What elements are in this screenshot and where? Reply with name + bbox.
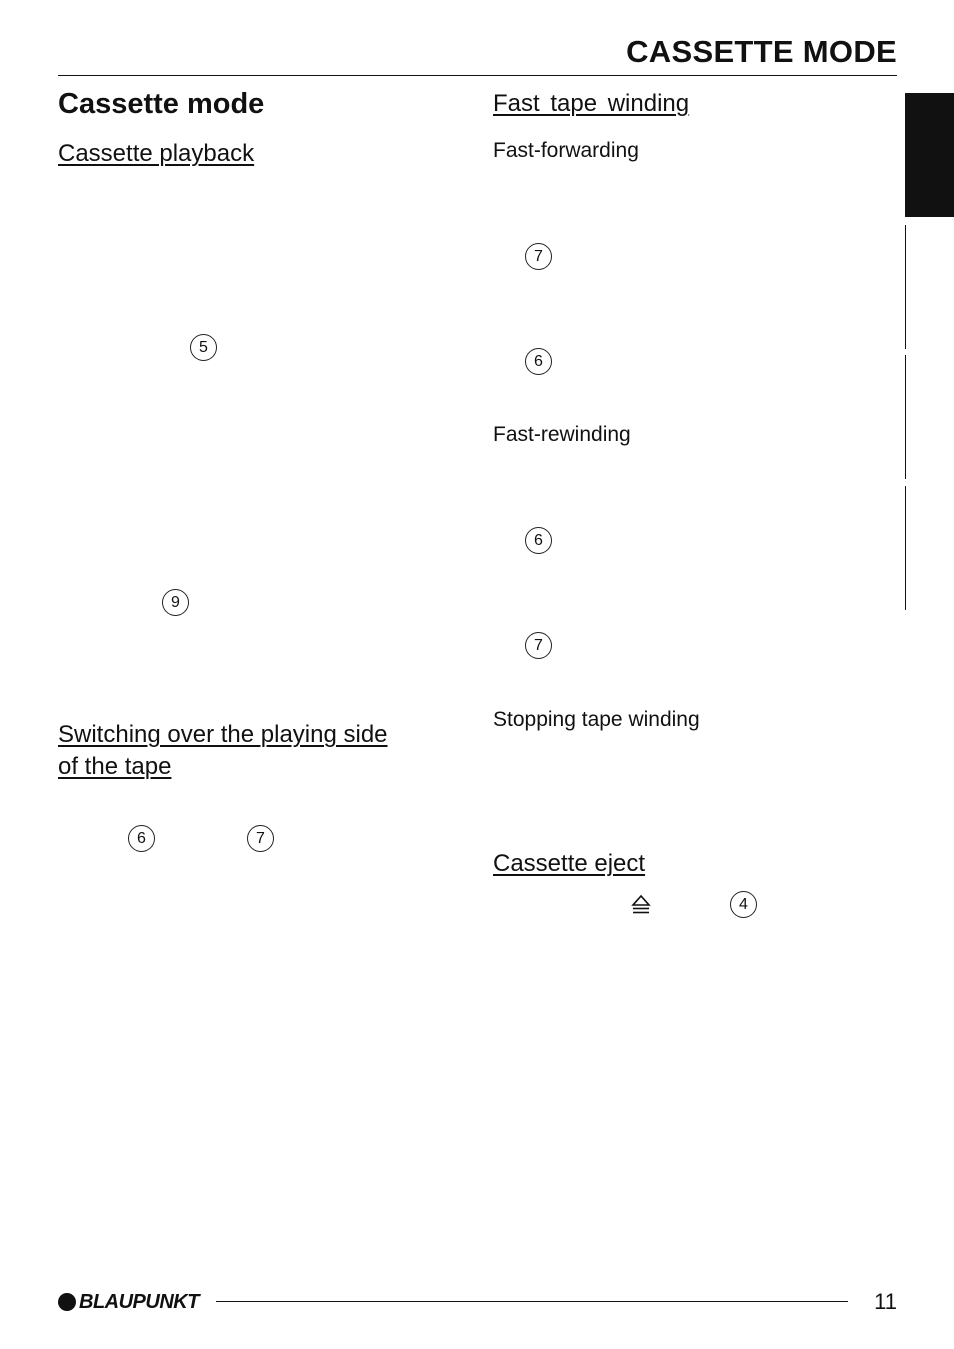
fast-rewind-subheading: Fast-rewinding [493,423,631,446]
ref-number-circle: 7 [525,632,552,659]
brand-name: BLAUPUNKT [79,1290,199,1313]
switch-side-heading-line2: of the tape [58,753,172,780]
footer-divider [216,1301,848,1302]
ref-number-circle: 5 [190,334,217,361]
playback-heading: Cassette playback [58,140,255,167]
ref-number-circle: 6 [525,527,552,554]
switch-side-heading [58,719,388,783]
page-header-title: CASSETTE MODE [626,34,897,69]
section-tab-active [905,93,954,217]
section-tab-line [905,486,906,610]
header-divider [58,75,897,76]
ref-number-circle: 6 [525,348,552,375]
fast-forward-subheading: Fast-forwarding [493,139,639,162]
cassette-eject-heading: Cassette eject [493,850,646,877]
ref-number-circle: 9 [162,589,189,616]
ref-number-circle: 7 [525,243,552,270]
fast-winding-heading: Fast tape winding [493,90,690,117]
eject-icon [631,893,651,917]
section-title: Cassette mode [58,88,265,120]
section-tab-line [905,355,906,479]
section-tab-line [905,225,906,349]
ref-number-circle: 7 [247,825,274,852]
logo-dot-icon [58,1293,76,1311]
ref-number-circle: 6 [128,825,155,852]
stop-winding-subheading: Stopping tape winding [493,708,700,731]
brand-logo [58,1290,199,1314]
page-number: 11 [874,1289,897,1314]
switch-side-heading-line1: Switching over the playing side [58,721,388,748]
ref-number-circle: 4 [730,891,757,918]
